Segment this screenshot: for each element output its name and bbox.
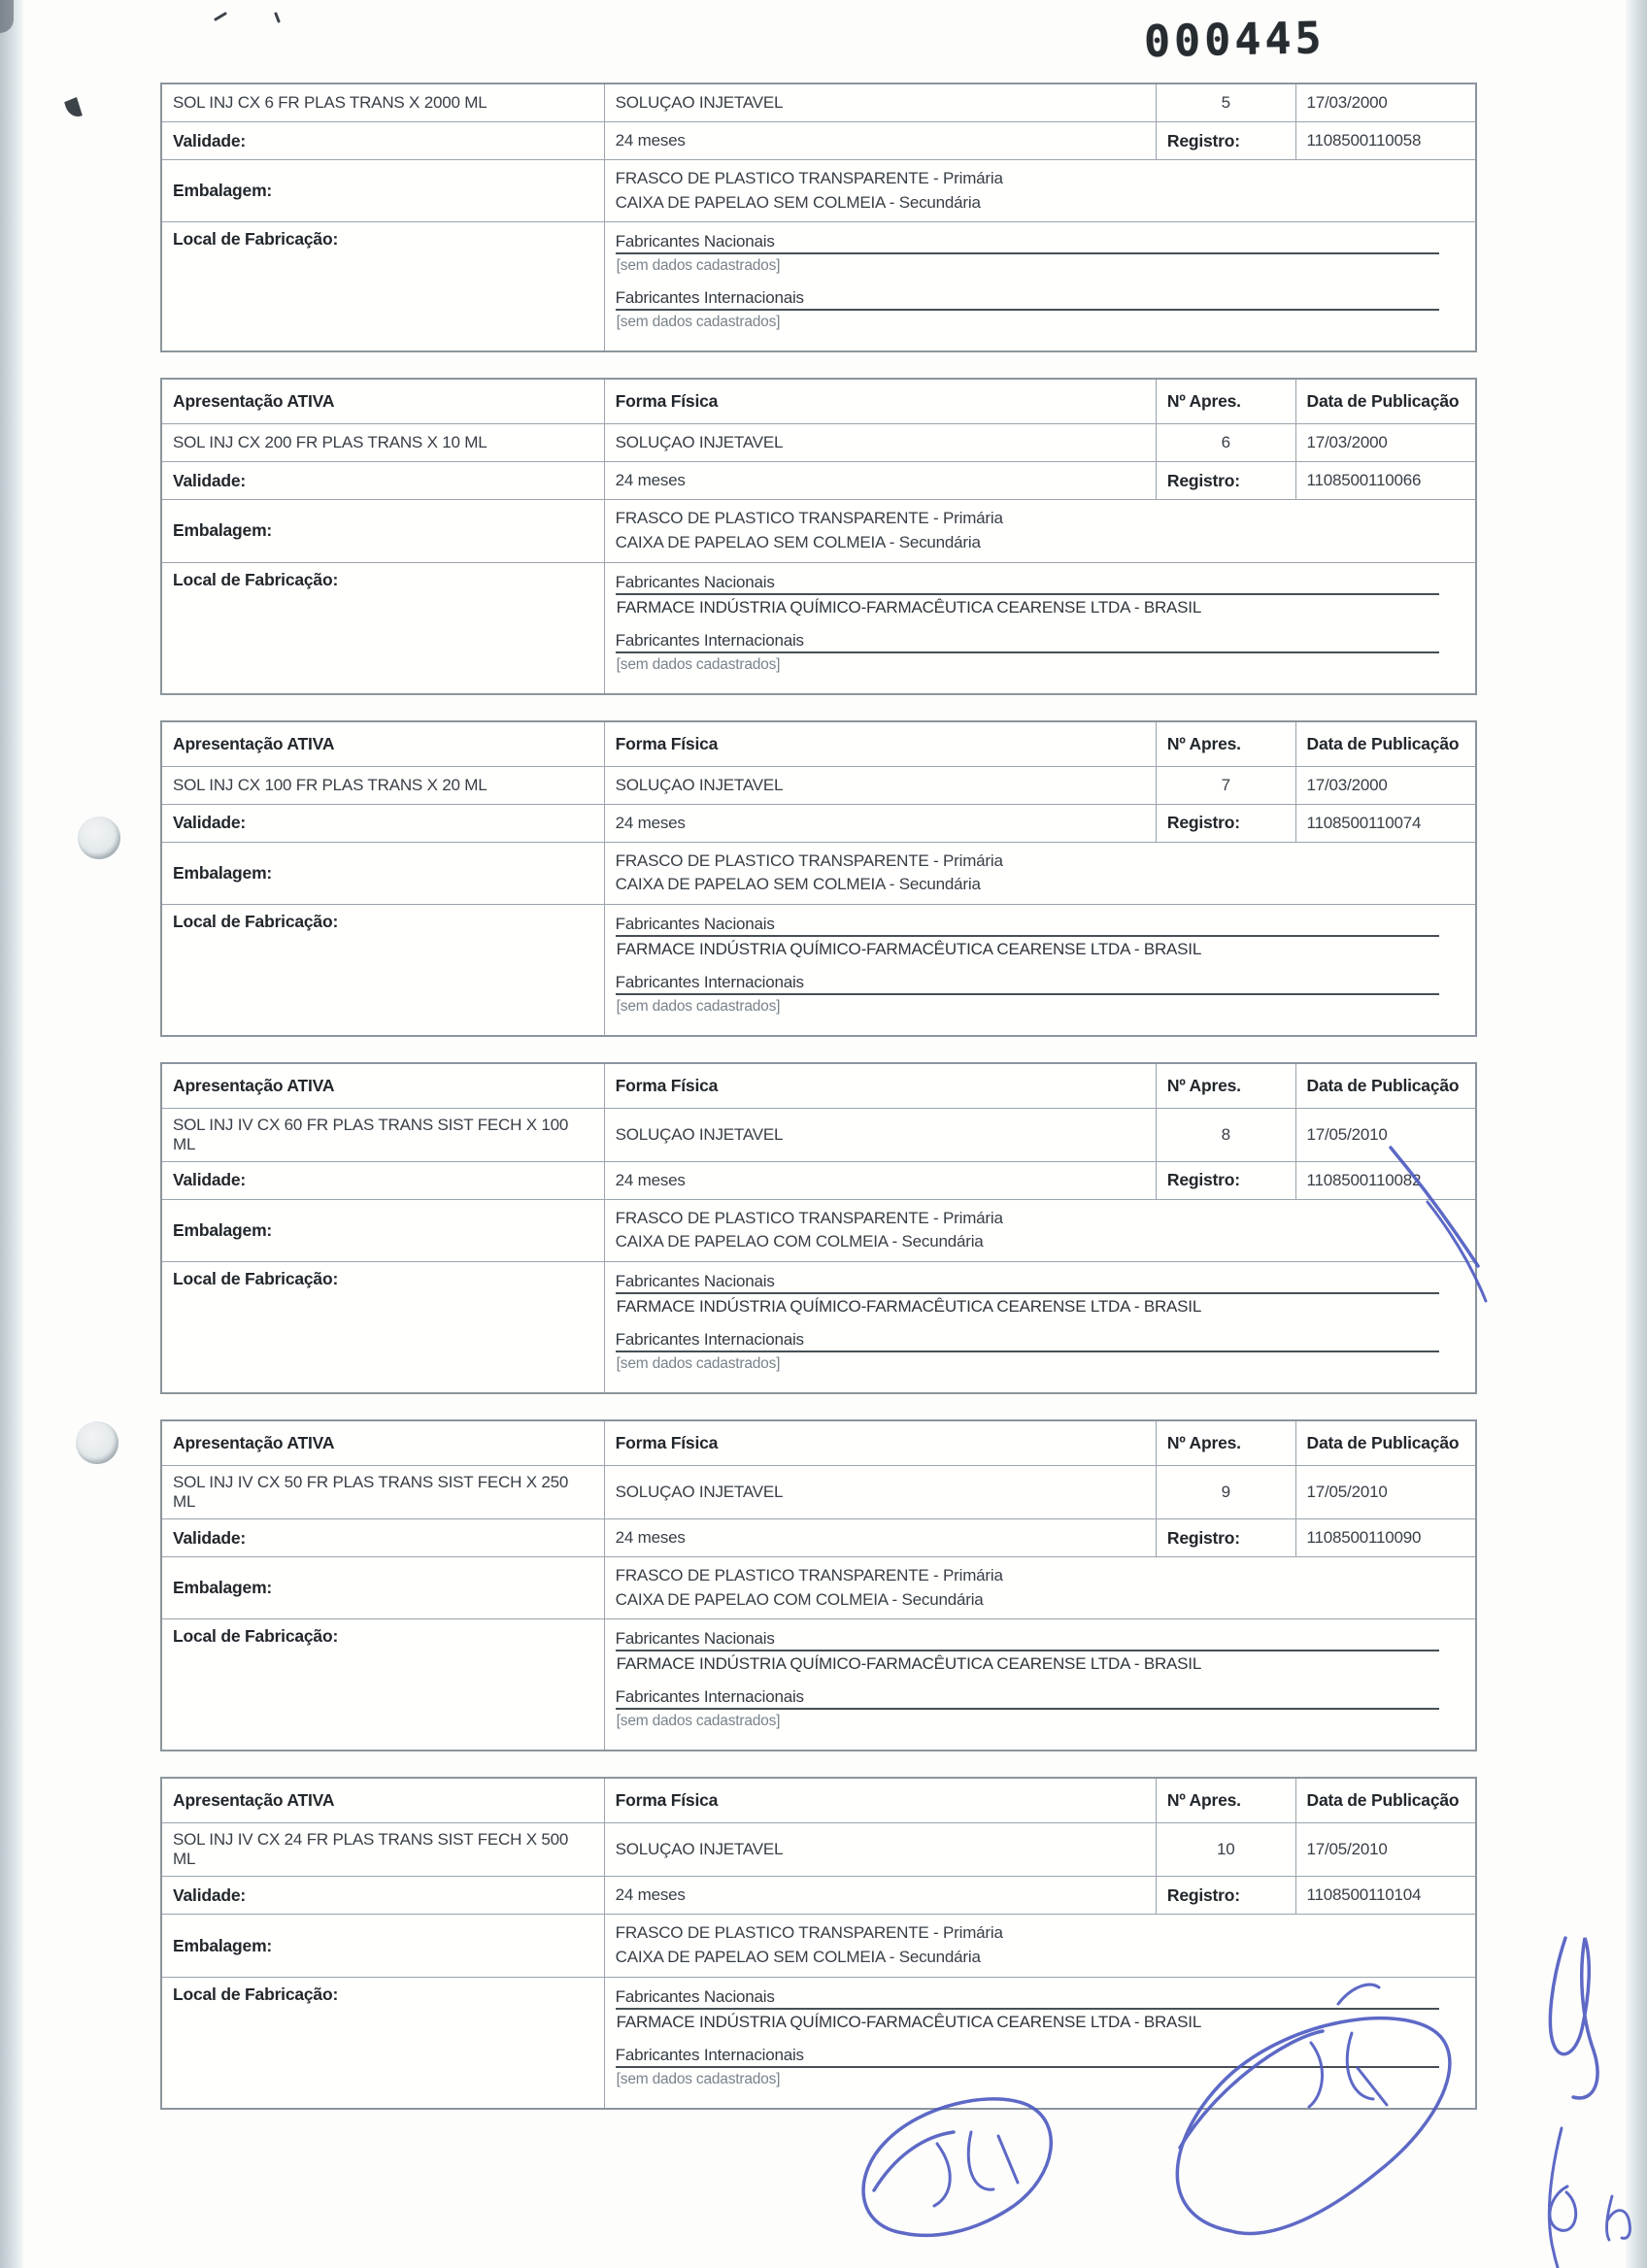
publication-date: 17/05/2010 [1295, 1109, 1475, 1161]
packaging-label: Embalagem: [173, 520, 273, 541]
validity-row [162, 804, 1475, 842]
header-forma-fisica: Forma Física [604, 1421, 1156, 1465]
packaging-secondary: CAIXA DE PAPELAO SEM COLMEIA - Secundária [615, 532, 981, 551]
presentation-name: SOL INJ IV CX 60 FR PLAS TRANS SIST FECH X 100 ML [173, 1115, 569, 1153]
packaging-primary: FRASCO DE PLASTICO TRANSPARENTE - Primária [615, 850, 1003, 870]
validity-label: Validade: [173, 470, 247, 490]
packaging-row [162, 1199, 1475, 1261]
hole-punch-mark [76, 1421, 118, 1464]
registry-number: 1108500110066 [1295, 462, 1475, 499]
packaging-primary: FRASCO DE PLASTICO TRANSPARENTE - Primária [615, 1566, 1003, 1585]
manufacturing-site-row [162, 1261, 1475, 1392]
packaging-label: Embalagem: [173, 181, 273, 201]
publication-date: 17/03/2000 [1295, 767, 1475, 804]
national-manufacturers-heading: Fabricantes Nacionais [616, 1272, 1439, 1294]
physical-form: SOLUÇAO INJETAVEL [604, 1823, 1156, 1876]
international-manufacturers-value: [sem dados cadastrados] [616, 655, 781, 673]
presentation-number: 7 [1156, 767, 1295, 804]
header-forma-fisica: Forma Física [604, 1064, 1156, 1108]
signature-small [998, 2136, 1018, 2183]
validity-value: 24 meses [604, 1162, 1156, 1199]
validity-label: Validade: [173, 130, 247, 150]
header-n-apres: Nº Apres. [1156, 1779, 1295, 1822]
presentation-row [162, 766, 1475, 804]
physical-form: SOLUÇAO INJETAVEL [604, 84, 1156, 121]
international-manufacturers-value: [sem dados cadastrados] [616, 997, 781, 1015]
national-manufacturers-value: FARMACE INDÚSTRIA QUÍMICO-FARMACÊUTICA CEARENSE LTDA - BRASIL [616, 597, 1202, 617]
registry-number: 1108500110074 [1295, 805, 1475, 842]
presentation-number: 10 [1156, 1823, 1295, 1876]
national-manufacturers-value: FARMACE INDÚSTRIA QUÍMICO-FARMACÊUTICA CEARENSE LTDA - BRASIL [616, 2012, 1202, 2031]
validity-value: 24 meses [604, 1519, 1156, 1556]
page-number-stamp: 000445 [1143, 12, 1327, 68]
national-manufacturers-heading: Fabricantes Nacionais [616, 915, 1439, 937]
packaging-secondary: CAIXA DE PAPELAO SEM COLMEIA - Secundária [615, 1948, 981, 1967]
packaging-secondary: CAIXA DE PAPELAO SEM COLMEIA - Secundária [615, 192, 981, 212]
header-apresentacao: Apresentação ATIVA [173, 1075, 335, 1095]
international-manufacturers-value: [sem dados cadastrados] [616, 2070, 781, 2087]
presentation-row [162, 84, 1475, 121]
registry-number: 1108500110104 [1295, 1877, 1475, 1914]
presentation-number: 9 [1156, 1466, 1295, 1518]
packaging-value [604, 843, 1475, 904]
pen-y-scribble [1550, 1938, 1597, 2098]
packaging-primary: FRASCO DE PLASTICO TRANSPARENTE - Primária [615, 1923, 1003, 1943]
presentation-name: SOL INJ CX 6 FR PLAS TRANS X 2000 ML [173, 93, 487, 112]
presentation-number: 6 [1156, 424, 1295, 461]
packaging-secondary: CAIXA DE PAPELAO COM COLMEIA - Secundária [615, 1232, 984, 1251]
pen-rubric-mark [1607, 2196, 1612, 2240]
packaging-value [604, 500, 1475, 561]
national-manufacturers-heading: Fabricantes Nacionais [616, 1987, 1439, 2010]
validity-value: 24 meses [604, 122, 1156, 159]
manufacturing-site-value [604, 905, 1475, 1035]
validity-row [162, 121, 1475, 159]
manufacturing-site-label: Local de Fabricação: [173, 229, 339, 250]
header-n-apres: Nº Apres. [1156, 1421, 1295, 1465]
packaging-row [162, 499, 1475, 561]
national-manufacturers-heading: Fabricantes Nacionais [616, 573, 1439, 595]
registry-number: 1108500110058 [1295, 122, 1475, 159]
national-manufacturers-value: FARMACE INDÚSTRIA QUÍMICO-FARMACÊUTICA CEARENSE LTDA - BRASIL [616, 1654, 1202, 1674]
block-header-row [162, 1421, 1475, 1465]
presentation-row [162, 1822, 1475, 1876]
manufacturing-site-value [604, 1619, 1475, 1750]
signature-small [874, 2132, 954, 2190]
scan-edge-right [1626, 0, 1647, 2268]
publication-date: 17/05/2010 [1295, 1466, 1475, 1518]
publication-date: 17/03/2000 [1295, 84, 1475, 121]
presentation-name: SOL INJ IV CX 24 FR PLAS TRANS SIST FECH X 500 ML [173, 1830, 569, 1869]
validity-row [162, 1518, 1475, 1556]
packaging-label: Embalagem: [173, 1219, 273, 1240]
packaging-secondary: CAIXA DE PAPELAO COM COLMEIA - Secundária [615, 1589, 984, 1609]
header-n-apres: Nº Apres. [1156, 722, 1295, 766]
presentation-row [162, 1108, 1475, 1161]
presentation-number: 8 [1156, 1109, 1295, 1161]
manufacturing-site-row [162, 1977, 1475, 2108]
block-header-row [162, 1064, 1475, 1108]
packaging-row [162, 1556, 1475, 1618]
validity-label: Validade: [173, 813, 247, 833]
packaging-row [162, 159, 1475, 221]
block-header-row [162, 722, 1475, 766]
national-manufacturers-value: FARMACE INDÚSTRIA QUÍMICO-FARMACÊUTICA CEARENSE LTDA - BRASIL [616, 939, 1202, 958]
manufacturing-site-value [604, 1262, 1475, 1392]
international-manufacturers-heading: Fabricantes Internacionais [616, 631, 1439, 653]
validity-label: Validade: [173, 1527, 247, 1548]
header-data-publicacao: Data de Publicação [1295, 380, 1475, 423]
packaging-row [162, 842, 1475, 904]
presentation-row [162, 1465, 1475, 1518]
registry-label: Registro: [1156, 805, 1295, 842]
manufacturing-site-label: Local de Fabricação: [173, 911, 339, 931]
presentation-name: SOL INJ IV CX 50 FR PLAS TRANS SIST FECH X 250 ML [173, 1473, 569, 1512]
registration-block [160, 378, 1477, 694]
international-manufacturers-heading: Fabricantes Internacionais [616, 288, 1439, 311]
packaging-primary: FRASCO DE PLASTICO TRANSPARENTE - Primária [615, 509, 1003, 528]
international-manufacturers-heading: Fabricantes Internacionais [616, 1330, 1439, 1352]
manufacturing-site-row [162, 562, 1475, 693]
presentation-number: 5 [1156, 84, 1295, 121]
header-apresentacao: Apresentação ATIVA [173, 1790, 335, 1811]
validity-label: Validade: [173, 1170, 247, 1190]
registry-label: Registro: [1156, 122, 1295, 159]
block-header-row [162, 380, 1475, 423]
registry-number: 1108500110082 [1295, 1162, 1475, 1199]
registry-label: Registro: [1156, 1877, 1295, 1914]
registration-block [160, 1419, 1477, 1751]
physical-form: SOLUÇAO INJETAVEL [604, 767, 1156, 804]
packaging-label: Embalagem: [173, 1578, 273, 1598]
physical-form: SOLUÇAO INJETAVEL [604, 1466, 1156, 1518]
physical-form: SOLUÇAO INJETAVEL [604, 424, 1156, 461]
validity-value: 24 meses [604, 805, 1156, 842]
registration-block [160, 1777, 1477, 2109]
packaging-row [162, 1914, 1475, 1976]
manufacturing-site-row [162, 1618, 1475, 1750]
packaging-value [604, 160, 1475, 221]
validity-label: Validade: [173, 1884, 247, 1905]
registration-block [160, 83, 1477, 352]
signature-small [968, 2132, 993, 2189]
presentation-name: SOL INJ CX 100 FR PLAS TRANS X 20 ML [173, 775, 487, 794]
international-manufacturers-heading: Fabricantes Internacionais [616, 973, 1439, 995]
packaging-secondary: CAIXA DE PAPELAO SEM COLMEIA - Secundária [615, 875, 981, 894]
publication-date: 17/05/2010 [1295, 1823, 1475, 1876]
packaging-value [604, 1915, 1475, 1976]
packaging-primary: FRASCO DE PLASTICO TRANSPARENTE - Primária [615, 169, 1003, 187]
international-manufacturers-value: [sem dados cadastrados] [616, 1713, 781, 1730]
packaging-label: Embalagem: [173, 1935, 273, 1955]
international-manufacturers-heading: Fabricantes Internacionais [616, 1687, 1439, 1710]
pen-rubric-mark [1550, 2186, 1576, 2230]
registration-blocks-list [160, 83, 1477, 2135]
manufacturing-site-value [604, 1978, 1475, 2108]
validity-row [162, 1161, 1475, 1199]
national-manufacturers-value: FARMACE INDÚSTRIA QUÍMICO-FARMACÊUTICA CEARENSE LTDA - BRASIL [616, 1297, 1202, 1317]
manufacturing-site-label: Local de Fabricação: [173, 1984, 339, 2004]
packaging-label: Embalagem: [173, 862, 273, 883]
header-data-publicacao: Data de Publicação [1295, 1421, 1475, 1465]
international-manufacturers-value: [sem dados cadastrados] [616, 314, 781, 331]
packaging-value [604, 1200, 1475, 1261]
signature-small [934, 2144, 950, 2206]
registry-label: Registro: [1156, 462, 1295, 499]
header-data-publicacao: Data de Publicação [1295, 1064, 1475, 1108]
manufacturing-site-label: Local de Fabricação: [173, 1626, 339, 1647]
header-n-apres: Nº Apres. [1156, 380, 1295, 423]
national-manufacturers-value: [sem dados cadastrados] [616, 257, 781, 275]
hole-punch-mark [78, 817, 120, 859]
validity-row [162, 461, 1475, 499]
block-header-row [162, 1779, 1475, 1822]
physical-form: SOLUÇAO INJETAVEL [604, 1109, 1156, 1161]
national-manufacturers-heading: Fabricantes Nacionais [616, 232, 1439, 254]
manufacturing-site-row [162, 904, 1475, 1035]
packaging-value [604, 1557, 1475, 1618]
header-data-publicacao: Data de Publicação [1295, 1779, 1475, 1822]
header-apresentacao: Apresentação ATIVA [173, 1433, 335, 1453]
registry-label: Registro: [1156, 1162, 1295, 1199]
header-forma-fisica: Forma Física [604, 380, 1156, 423]
header-apresentacao: Apresentação ATIVA [173, 391, 335, 412]
registration-block [160, 1062, 1477, 1394]
international-manufacturers-value: [sem dados cadastrados] [616, 1355, 781, 1373]
header-data-publicacao: Data de Publicação [1295, 722, 1475, 766]
validity-value: 24 meses [604, 1877, 1156, 1914]
packaging-primary: FRASCO DE PLASTICO TRANSPARENTE - Primária [615, 1208, 1003, 1227]
validity-value: 24 meses [604, 462, 1156, 499]
header-n-apres: Nº Apres. [1156, 1064, 1295, 1108]
manufacturing-site-label: Local de Fabricação: [173, 569, 339, 589]
header-forma-fisica: Forma Física [604, 722, 1156, 766]
presentation-name: SOL INJ CX 200 FR PLAS TRANS X 10 ML [173, 433, 487, 452]
header-forma-fisica: Forma Física [604, 1779, 1156, 1822]
presentation-row [162, 423, 1475, 461]
registry-number: 1108500110090 [1295, 1519, 1475, 1556]
scan-edge-left [0, 0, 23, 2268]
manufacturing-site-label: Local de Fabricação: [173, 1269, 339, 1289]
manufacturing-site-row [162, 221, 1475, 350]
international-manufacturers-heading: Fabricantes Internacionais [616, 2046, 1439, 2068]
pen-rubric-mark [1549, 2128, 1562, 2268]
validity-row [162, 1876, 1475, 1914]
header-apresentacao: Apresentação ATIVA [173, 733, 335, 753]
publication-date: 17/03/2000 [1295, 424, 1475, 461]
registration-block [160, 720, 1477, 1037]
registry-label: Registro: [1156, 1519, 1295, 1556]
manufacturing-site-value [604, 222, 1475, 350]
manufacturing-site-value [604, 563, 1475, 693]
national-manufacturers-heading: Fabricantes Nacionais [616, 1629, 1439, 1651]
